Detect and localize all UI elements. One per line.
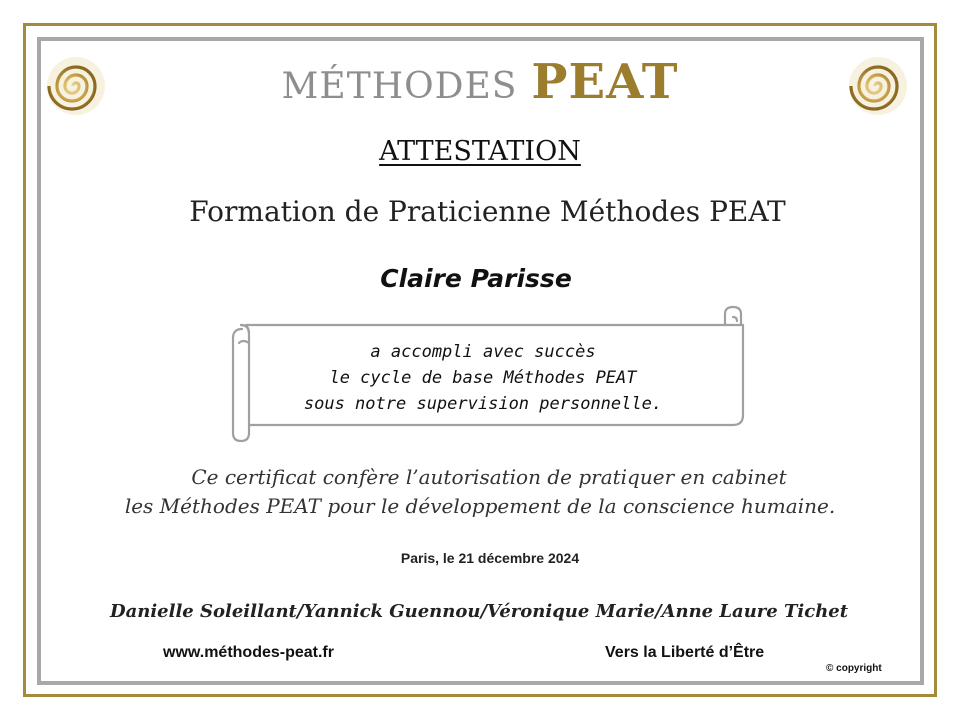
copyright-text: © copyright — [826, 663, 882, 674]
logo-word-peat: PEAT — [531, 54, 679, 110]
issue-date: Paris, le 21 décembre 2024 — [400, 550, 580, 566]
scroll-line: a accompli avec succès — [370, 342, 596, 362]
formation-title: Formation de Praticienne Méthodes PEAT — [189, 195, 786, 228]
scroll-line: sous notre supervision personnelle. — [303, 394, 663, 414]
logo-word-methodes: MÉTHODES — [281, 66, 518, 107]
signatories: Danielle Soleillant/Yannick Guennou/Véronique Marie/Anne Laure Tichet — [109, 601, 849, 622]
brand-logo — [0, 54, 960, 110]
certificate-statement — [0, 463, 960, 521]
recipient-name: Claire Parisse — [380, 264, 572, 293]
website-text: www.méthodes-peat.fr — [163, 644, 334, 661]
scroll-line: le cycle de base Méthodes PEAT — [329, 368, 637, 388]
certificate-line: les Méthodes PEAT pour le développement de la conscience humaine. — [124, 494, 836, 518]
document-title: ATTESTATION — [379, 136, 581, 167]
motto-text: Vers la Liberté d’Être — [605, 644, 765, 661]
certificate-line: Ce certificat confère l’autorisation de pratiquer en cabinet — [191, 465, 787, 489]
scroll-text — [258, 339, 708, 417]
